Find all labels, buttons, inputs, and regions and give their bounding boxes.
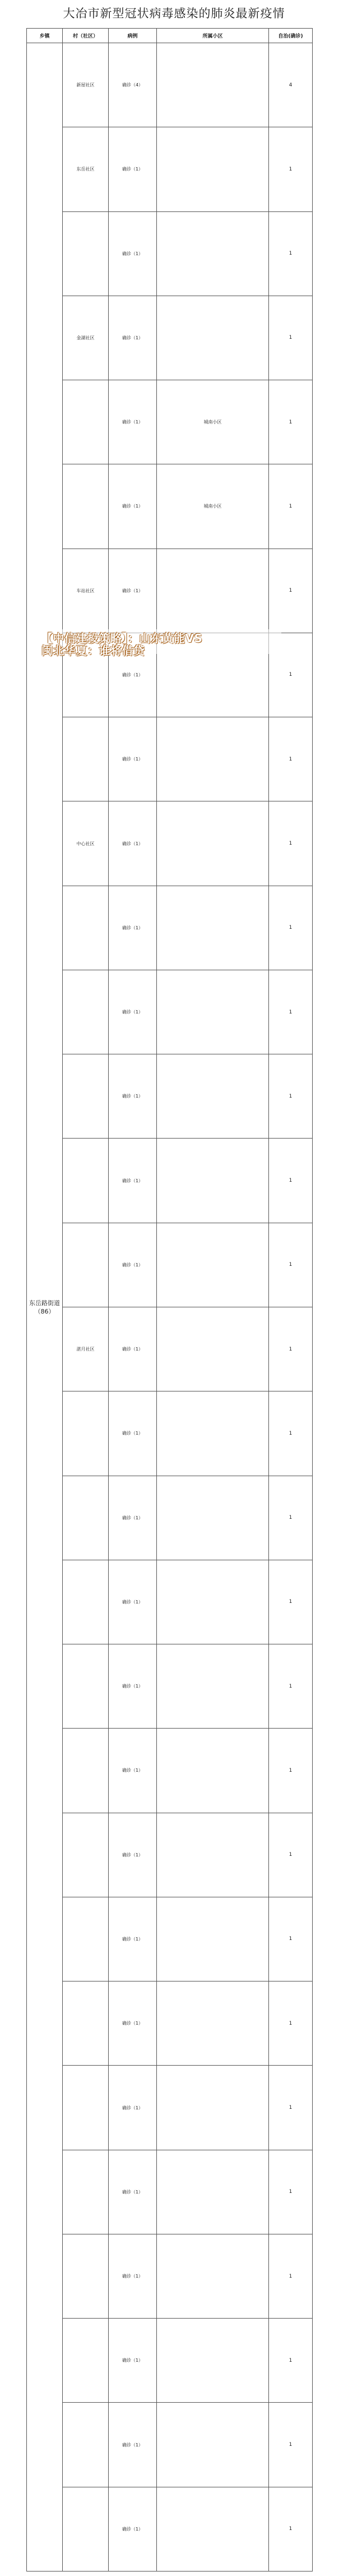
community-cell: [63, 1560, 109, 1644]
case-cell: 确诊（1）: [109, 1476, 157, 1560]
address-cell: [157, 717, 269, 801]
case-cell: 确诊（1）: [109, 1054, 157, 1139]
table-row: [27, 1813, 313, 1897]
address-cell: [157, 970, 269, 1054]
address-cell: [157, 1813, 269, 1897]
address-cell: 城南小区: [157, 380, 269, 464]
case-cell: 确诊（1）: [109, 633, 157, 717]
case-cell: 确诊（1）: [109, 1897, 157, 1981]
count-cell: 1: [269, 801, 313, 886]
community-cell: [63, 970, 109, 1054]
community-cell: 中心社区: [63, 801, 109, 886]
case-cell: 确诊（1）: [109, 2234, 157, 2318]
table-row: [27, 296, 313, 380]
table-row: [27, 717, 313, 801]
address-cell: [157, 127, 269, 211]
table-row: [27, 2150, 313, 2234]
table-row: [27, 970, 313, 1054]
table-row: [27, 2319, 313, 2403]
case-cell: 确诊（1）: [109, 1560, 157, 1644]
community-cell: 东岳社区: [63, 127, 109, 211]
count-cell: 1: [269, 1560, 313, 1644]
case-cell: 确诊（1）: [109, 2403, 157, 2487]
community-cell: [63, 2487, 109, 2571]
case-cell: 确诊（1）: [109, 1981, 157, 2066]
case-cell: 确诊（1）: [109, 717, 157, 801]
address-cell: [157, 1897, 269, 1981]
case-cell: 确诊（1）: [109, 2319, 157, 2403]
case-cell: 确诊（1）: [109, 464, 157, 549]
case-cell: 确诊（1）: [109, 2150, 157, 2234]
count-cell: 1: [269, 1644, 313, 1729]
count-cell: 1: [269, 1981, 313, 2066]
address-cell: [157, 801, 269, 886]
community-cell: [63, 1729, 109, 1813]
count-cell: 1: [269, 2487, 313, 2571]
case-cell: 确诊（4）: [109, 43, 157, 127]
community-cell: [63, 211, 109, 296]
address-cell: [157, 1729, 269, 1813]
table-body: [27, 43, 313, 2572]
address-cell: [157, 1644, 269, 1729]
community-cell: 新屋社区: [63, 43, 109, 127]
count-cell: 1: [269, 1307, 313, 1391]
address-cell: [157, 211, 269, 296]
count-cell: 1: [269, 2319, 313, 2403]
community-cell: [63, 717, 109, 801]
epidemic-table-wrap: [26, 28, 312, 2572]
header-count: 自治(确诊): [269, 29, 313, 43]
table-row: [27, 1307, 313, 1391]
community-cell: [63, 1981, 109, 2066]
table-row: [27, 1391, 313, 1476]
count-cell: 4: [269, 43, 313, 127]
table-row: [27, 801, 313, 886]
case-cell: 确诊（1）: [109, 970, 157, 1054]
count-cell: 1: [269, 717, 313, 801]
address-cell: [157, 2150, 269, 2234]
count-cell: 1: [269, 2150, 313, 2234]
address-cell: [157, 1054, 269, 1139]
address-cell: [157, 1981, 269, 2066]
table-row: [27, 1139, 313, 1223]
case-cell: 确诊（1）: [109, 1644, 157, 1729]
address-cell: [157, 2403, 269, 2487]
banner-headline-2: 闽北华夏：谁将借贷: [41, 644, 145, 657]
count-cell: 1: [269, 1139, 313, 1223]
table-row: [27, 1981, 313, 2066]
community-cell: [63, 886, 109, 970]
address-cell: [157, 886, 269, 970]
case-cell: 确诊（1）: [109, 1139, 157, 1223]
count-cell: 1: [269, 549, 313, 633]
case-cell: 确诊（1）: [109, 886, 157, 970]
community-cell: [63, 1897, 109, 1981]
case-cell: 确诊（1）: [109, 549, 157, 633]
count-cell: 1: [269, 211, 313, 296]
table-row: [27, 2487, 313, 2571]
count-cell: 1: [269, 2403, 313, 2487]
case-cell: 确诊（1）: [109, 2066, 157, 2150]
count-cell: 1: [269, 1054, 313, 1139]
community-cell: [63, 1139, 109, 1223]
count-cell: 1: [269, 464, 313, 549]
case-cell: 确诊（1）: [109, 380, 157, 464]
address-cell: [157, 1391, 269, 1476]
address-cell: [157, 1139, 269, 1223]
case-cell: 确诊（1）: [109, 127, 157, 211]
header-address: 所属小区: [157, 29, 269, 43]
community-cell: [63, 2403, 109, 2487]
town-cell: 东岳路街道（86）: [27, 43, 63, 2572]
table-row: [27, 43, 313, 127]
header-town: 乡镇: [27, 29, 63, 43]
table-row: [27, 1897, 313, 1981]
epidemic-table: [26, 28, 313, 2572]
count-cell: 1: [269, 1729, 313, 1813]
count-cell: 1: [269, 633, 313, 717]
address-cell: [157, 1560, 269, 1644]
count-cell: 1: [269, 1476, 313, 1560]
page-title: 大冶市新型冠状病毒感染的肺炎最新疫情: [63, 7, 285, 20]
count-cell: 1: [269, 1813, 313, 1897]
case-cell: 确诊（1）: [109, 211, 157, 296]
count-cell: 1: [269, 1897, 313, 1981]
address-cell: [157, 43, 269, 127]
table-header-row: [27, 29, 313, 43]
count-cell: 1: [269, 886, 313, 970]
address-cell: 城南小区: [157, 464, 269, 549]
address-cell: [157, 2234, 269, 2318]
community-cell: [63, 464, 109, 549]
table-row: [27, 1054, 313, 1139]
table-row: [27, 886, 313, 970]
count-cell: 1: [269, 2066, 313, 2150]
count-cell: 1: [269, 127, 313, 211]
case-cell: 确诊（1）: [109, 1391, 157, 1476]
table-row: [27, 380, 313, 464]
address-cell: [157, 1476, 269, 1560]
community-cell: [63, 1391, 109, 1476]
case-cell: 确诊（1）: [109, 1729, 157, 1813]
community-cell: [63, 380, 109, 464]
community-cell: [63, 2234, 109, 2318]
table-row: [27, 1223, 313, 1307]
community-cell: 湛月社区: [63, 1307, 109, 1391]
table-row: [27, 2234, 313, 2318]
address-cell: [157, 2066, 269, 2150]
community-cell: [63, 1054, 109, 1139]
table-row: [27, 2066, 313, 2150]
case-cell: 确诊（1）: [109, 296, 157, 380]
table-row: [27, 464, 313, 549]
table-row: [27, 1476, 313, 1560]
table-row: [27, 127, 313, 211]
case-cell: 确诊（1）: [109, 2487, 157, 2571]
address-cell: [157, 2319, 269, 2403]
address-cell: [157, 296, 269, 380]
count-cell: 1: [269, 2234, 313, 2318]
address-cell: [157, 1223, 269, 1307]
table-row: [27, 1644, 313, 1729]
community-cell: [63, 1223, 109, 1307]
count-cell: 1: [269, 1391, 313, 1476]
community-cell: 金湖社区: [63, 296, 109, 380]
case-cell: 确诊（1）: [109, 1813, 157, 1897]
table-row: [27, 549, 313, 633]
table-row: [27, 1560, 313, 1644]
banner-headline: 【中信建投策略】：山东黄能VS: [41, 632, 203, 645]
community-cell: [63, 1644, 109, 1729]
address-cell: [157, 2487, 269, 2571]
table-row: [27, 2403, 313, 2487]
address-cell: [157, 549, 269, 633]
community-cell: [63, 1813, 109, 1897]
table-row: [27, 1729, 313, 1813]
community-cell: [63, 2066, 109, 2150]
community-cell: [63, 2319, 109, 2403]
address-cell: [157, 1307, 269, 1391]
news-overlay-banner[interactable]: [38, 629, 281, 657]
case-cell: 确诊（1）: [109, 1223, 157, 1307]
header-case: 病例: [109, 29, 157, 43]
count-cell: 1: [269, 380, 313, 464]
community-cell: 车站社区: [63, 549, 109, 633]
count-cell: 1: [269, 1223, 313, 1307]
header-community: 村（社区）: [63, 29, 109, 43]
community-cell: [63, 1476, 109, 1560]
case-cell: 确诊（1）: [109, 801, 157, 886]
count-cell: 1: [269, 970, 313, 1054]
count-cell: 1: [269, 296, 313, 380]
community-cell: [63, 2150, 109, 2234]
table-row: [27, 211, 313, 296]
case-cell: 确诊（1）: [109, 1307, 157, 1391]
